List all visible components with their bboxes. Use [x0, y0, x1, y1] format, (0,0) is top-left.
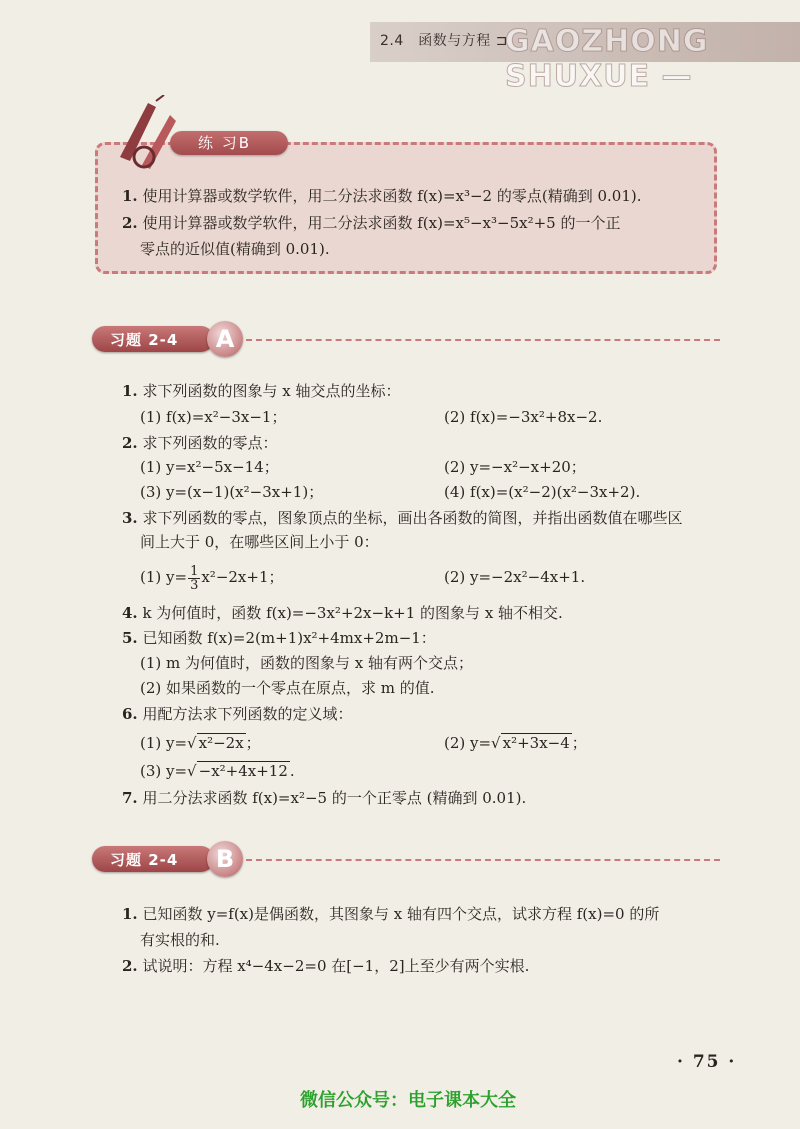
exercise-a-q5a: (1) m 为何值时，函数的图象与 x 轴有两个交点；: [140, 654, 474, 672]
radical: x²−2x: [198, 734, 244, 752]
header-watermark: GAOZHONG SHUXUE —: [505, 24, 709, 94]
exercise-a-q2b: (2) y=−x²−x+20；: [444, 458, 586, 476]
exercise-a-q3a: (1) y= $\frac{1}{3}$ x²−2x+1；: [140, 563, 284, 593]
exercise-b-q1: 1. 已知函数 y=f(x)是偶函数，其图象与 x 轴有四个交点，试求方程 f(x)=0 的所: [122, 905, 660, 923]
practice-item-1: 1. 使用计算器或数学软件，用二分法求函数 f(x)=x³−2 的零点(精确到 0.01).: [122, 187, 642, 205]
radical: x²+3x−4: [502, 734, 570, 752]
exercise-a-q5b: (2) 如果函数的一个零点在原点，求 m 的值.: [140, 679, 435, 697]
exercise-a-q3: 3. 求下列函数的零点，图象顶点的坐标，画出各函数的简图，并指出函数值在哪些区: [122, 509, 683, 527]
exercise-a-q2c: (3) y=(x−1)(x²−3x+1)；: [140, 483, 324, 501]
exercise-b-q2: 2. 试说明：方程 x⁴−4x−2=0 在[−1，2]上至少有两个实根.: [122, 957, 530, 975]
exercise-a-q3b: (2) y=−2x²−4x+1.: [444, 568, 586, 586]
exercise-a-q2d: (4) f(x)=(x²−2)(x²−3x+2).: [444, 483, 641, 501]
exercise-a-q6c: (3) y=√ −x²+4x+12 .: [140, 762, 295, 780]
exercise-b-badge: B: [207, 841, 243, 877]
practice-item-2: 2. 使用计算器或数学软件，用二分法求函数 f(x)=x⁵−x³−5x²+5 的一个正: [122, 214, 621, 232]
page-number: · 75 ·: [677, 1052, 737, 1072]
exercise-a-q2a: (1) y=x²−5x−14；: [140, 458, 279, 476]
exercise-a-divider: [246, 339, 720, 341]
exercise-a-badge: A: [207, 321, 243, 357]
exercise-b-divider: [246, 859, 720, 861]
exercise-a-q2: 2. 求下列函数的零点：: [122, 434, 278, 452]
fraction: $\frac{1}{3}$: [190, 563, 199, 593]
exercise-a-q1a: (1) f(x)=x²−3x−1；: [140, 408, 287, 426]
exercise-a-q6b: (2) y=√ x²+3x−4 ；: [444, 734, 587, 752]
exercise-b-tab-label: 习题 2-4: [110, 851, 179, 869]
section-title: 2.4 函数与方程 ⊐: [380, 33, 508, 49]
exercise-a-q6a: (1) y=√ x²−2x ；: [140, 734, 261, 752]
footer-wechat-text: 微信公众号：电子课本大全: [300, 1090, 516, 1111]
exercise-a-tab-label: 习题 2-4: [110, 331, 179, 349]
exercise-a-q1: 1. 求下列函数的图象与 x 轴交点的坐标：: [122, 382, 401, 400]
exercise-a-q1b: (2) f(x)=−3x²+8x−2.: [444, 408, 603, 426]
exercise-a-q3-cont: 间上大于 0，在哪些区间上小于 0：: [140, 533, 379, 551]
exercise-a-q4: 4. k 为何值时，函数 f(x)=−3x²+2x−k+1 的图象与 x 轴不相交.: [122, 604, 563, 622]
exercise-a-q6: 6. 用配方法求下列函数的定义域：: [122, 705, 353, 723]
exercise-a-q7: 7. 用二分法求函数 f(x)=x²−5 的一个正零点 (精确到 0.01).: [122, 789, 527, 807]
practice-tab-label: 练 习B: [198, 134, 252, 152]
practice-item-2-cont: 零点的近似值(精确到 0.01).: [140, 240, 330, 258]
radical: −x²+4x+12: [198, 762, 288, 780]
exercise-a-q5: 5. 已知函数 f(x)=2(m+1)x²+4mx+2m−1：: [122, 629, 436, 647]
exercise-b-q1-cont: 有实根的和.: [140, 931, 220, 949]
